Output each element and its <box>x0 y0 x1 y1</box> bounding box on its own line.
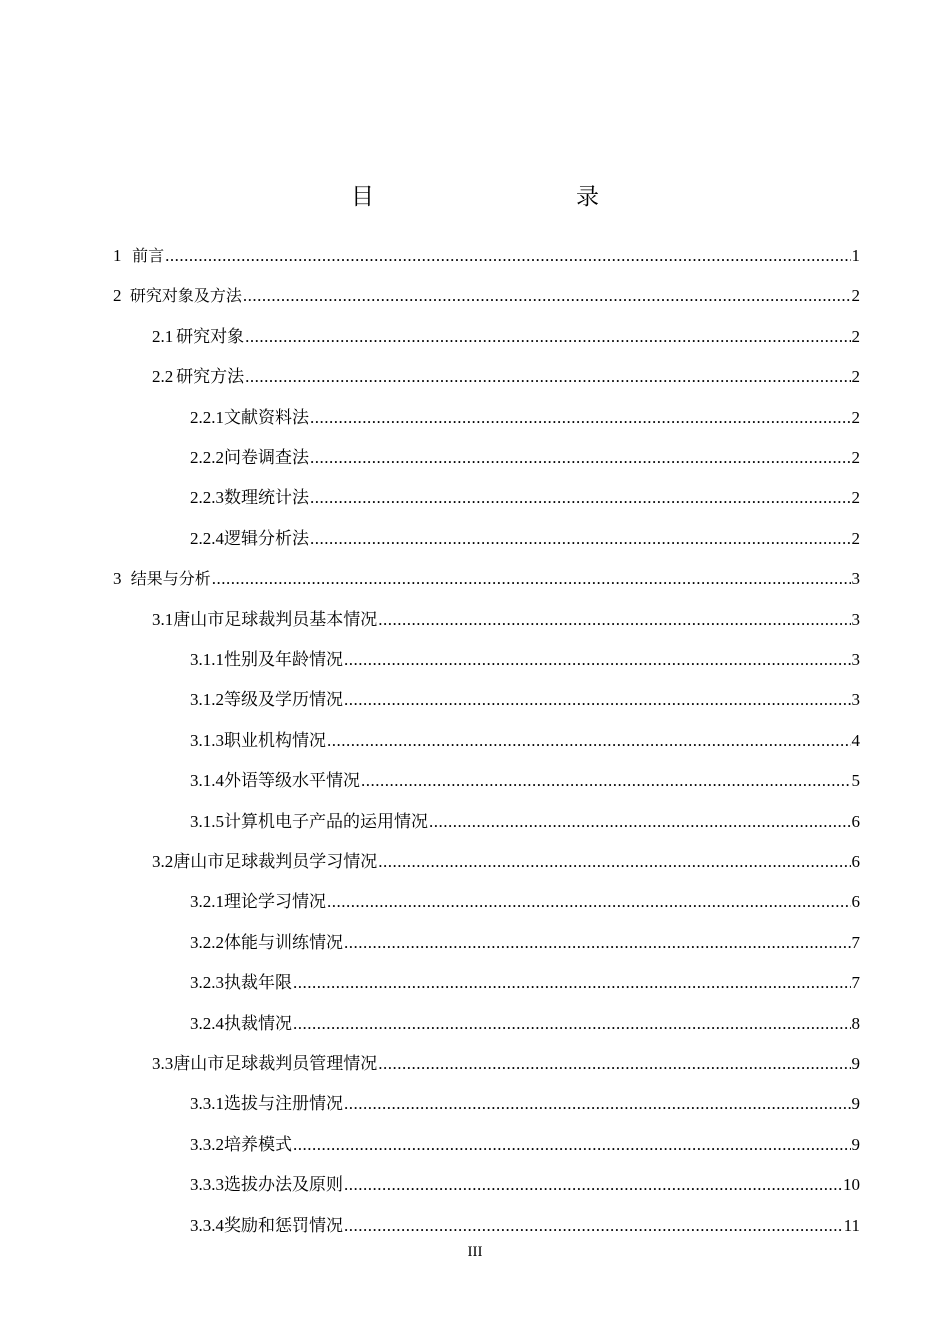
toc-entry[interactable] <box>190 1210 860 1242</box>
toc-entry-page: 3 <box>851 650 860 669</box>
toc-entry-label: 体能与训练情况 <box>224 932 343 952</box>
toc-entry[interactable] <box>190 1088 860 1120</box>
dot-leader <box>344 1169 842 1201</box>
toc-entry-number: 3.3.2 <box>190 1134 224 1154</box>
toc-entry[interactable] <box>113 563 860 595</box>
toc-entry-page: 2 <box>851 528 860 548</box>
dot-leader <box>293 1129 851 1161</box>
dot-leader <box>344 1088 851 1120</box>
toc-entry[interactable] <box>152 361 860 393</box>
toc-entry-label: 结果与分析 <box>130 569 211 589</box>
dot-leader <box>310 482 851 514</box>
toc-entry[interactable] <box>113 240 860 272</box>
toc-entry-label: 执裁年限 <box>224 973 292 993</box>
toc-entry-number: 2.2.1 <box>190 407 224 427</box>
toc-entry-label: 奖励和惩罚情况 <box>224 1215 343 1235</box>
toc-entry-number: 2.1 <box>152 326 174 346</box>
toc-entry-label: 唐山市足球裁判员基本情况 <box>173 609 378 629</box>
toc-entry-label: 唐山市足球裁判员管理情况 <box>173 1054 378 1073</box>
toc-entry-label: 选拔办法及原则 <box>224 1175 343 1195</box>
toc-entry-number: 3.2.2 <box>190 932 224 952</box>
toc-entry[interactable] <box>152 321 860 353</box>
toc-entry-number: 3.2.3 <box>190 973 224 993</box>
toc-entry-label: 研究对象 <box>176 326 245 346</box>
page-title: 目 录 <box>351 184 651 210</box>
toc-entry-page: 2 <box>851 448 860 467</box>
toc-entry[interactable] <box>190 806 860 838</box>
toc-entry-number: 3.3 <box>152 1054 174 1073</box>
page-number: III <box>467 1244 483 1260</box>
toc-entry-label: 逻辑分析法 <box>224 528 309 548</box>
toc-entry-label: 等级及学历情况 <box>224 690 343 710</box>
dot-leader <box>245 321 850 353</box>
toc-entry-number: 3.1.3 <box>190 730 224 750</box>
toc-entry-page: 3 <box>851 690 860 710</box>
dot-leader <box>378 846 850 878</box>
dot-leader <box>344 684 851 716</box>
toc-entry[interactable] <box>190 886 860 918</box>
dot-leader <box>361 765 851 797</box>
toc-entry-page: 1 <box>851 246 860 265</box>
dot-leader <box>293 1008 851 1040</box>
toc-entry-page: 6 <box>851 892 860 912</box>
dot-leader <box>310 442 851 474</box>
dot-leader <box>344 1210 843 1242</box>
toc-entry-label: 研究对象及方法 <box>129 286 242 306</box>
toc-entry-label: 数理统计法 <box>224 488 309 508</box>
toc-entry-number: 2.2 <box>152 367 174 387</box>
toc-entry[interactable] <box>190 967 860 999</box>
toc-entry-label: 职业机构情况 <box>224 730 326 750</box>
dot-leader <box>243 280 851 312</box>
toc-entry-number: 3.2 <box>152 852 174 871</box>
toc-entry-label: 外语等级水平情况 <box>224 771 360 791</box>
toc-entry[interactable] <box>113 280 860 312</box>
toc-entry[interactable] <box>190 1169 860 1201</box>
dot-leader <box>310 402 851 434</box>
toc-entry-number: 2 <box>113 286 122 306</box>
toc-entry-page: 6 <box>851 852 860 871</box>
toc-entry-label: 理论学习情况 <box>224 892 326 912</box>
toc-entry[interactable] <box>190 1129 860 1161</box>
toc-entry-number: 3.1.2 <box>190 690 224 710</box>
toc-entry-page: 2 <box>851 286 860 306</box>
toc-entry[interactable] <box>190 927 860 959</box>
toc-entry-label: 计算机电子产品的运用情况 <box>224 811 428 831</box>
toc-entry-page: 2 <box>851 326 860 346</box>
toc-entry-number: 3.1 <box>152 609 174 629</box>
toc-entry-page: 7 <box>851 932 860 952</box>
toc-entry-number: 2.2.3 <box>190 488 224 508</box>
toc-entry-label: 研究方法 <box>176 367 245 387</box>
dot-leader <box>327 886 851 918</box>
dot-leader <box>245 361 850 393</box>
toc-entry-page: 2 <box>851 407 860 427</box>
toc-entry-page: 9 <box>851 1094 860 1114</box>
toc-entry-page: 4 <box>851 730 860 750</box>
dot-leader <box>212 563 851 595</box>
toc-entry[interactable] <box>190 402 860 434</box>
toc-entry-number: 3 <box>113 569 122 589</box>
toc-entry-page: 10 <box>843 1175 860 1195</box>
toc-entry-label: 问卷调查法 <box>224 448 309 467</box>
toc-entry[interactable] <box>190 523 860 555</box>
toc-entry-number: 3.2.1 <box>190 892 224 912</box>
dot-leader <box>429 806 851 838</box>
toc-entry-page: 2 <box>851 488 860 508</box>
toc-entry-number: 3.3.4 <box>190 1215 224 1235</box>
dot-leader <box>327 725 851 757</box>
toc-entry-number: 2.2.2 <box>190 448 224 467</box>
toc-entry-label: 前言 <box>132 246 165 265</box>
toc-entry-number: 3.3.3 <box>190 1175 224 1195</box>
toc-entry-label: 执裁情况 <box>224 1013 292 1033</box>
toc-entry-page: 5 <box>851 771 860 791</box>
toc-entry[interactable] <box>190 684 860 716</box>
dot-leader <box>165 240 850 272</box>
toc-entry-label: 选拔与注册情况 <box>224 1094 343 1114</box>
dot-leader <box>378 1048 850 1080</box>
dot-leader <box>310 523 851 555</box>
toc-entry-number: 3.1.1 <box>190 650 224 669</box>
toc-entry[interactable] <box>190 725 860 757</box>
toc-entry-number: 3.3.1 <box>190 1094 224 1114</box>
toc-entry-page: 3 <box>851 569 860 589</box>
toc-entry-page: 8 <box>851 1013 860 1033</box>
toc-entry-label: 性别及年龄情况 <box>224 650 343 669</box>
dot-leader <box>293 967 851 999</box>
toc-entry[interactable] <box>152 1048 860 1080</box>
toc-entry-page: 7 <box>851 973 860 993</box>
toc-entry-number: 3.2.4 <box>190 1013 224 1033</box>
toc-entry[interactable] <box>190 765 860 797</box>
dot-leader <box>344 927 851 959</box>
toc-entry-label: 文献资料法 <box>224 407 309 427</box>
toc-entry[interactable] <box>190 644 860 676</box>
toc-entry[interactable] <box>190 442 860 474</box>
toc-entry-page: 3 <box>851 609 860 629</box>
toc-entry-page: 2 <box>851 367 860 387</box>
toc-entry-label: 培养模式 <box>224 1134 292 1154</box>
toc-entry-page: 6 <box>851 811 860 831</box>
toc-entry[interactable] <box>190 1008 860 1040</box>
toc-entry-number: 2.2.4 <box>190 528 224 548</box>
toc-entry[interactable] <box>152 604 860 636</box>
toc-entry-number: 1 <box>113 246 122 265</box>
toc-entry-number: 3.1.5 <box>190 811 224 831</box>
dot-leader <box>378 604 850 636</box>
toc-entry[interactable] <box>152 846 860 878</box>
toc-entry[interactable] <box>190 482 860 514</box>
toc-entry-number: 3.1.4 <box>190 771 224 791</box>
toc-entry-label: 唐山市足球裁判员学习情况 <box>173 852 378 871</box>
toc-entry-page: 9 <box>851 1134 860 1154</box>
toc-entry-page: 9 <box>851 1054 860 1073</box>
dot-leader <box>344 644 851 676</box>
toc-entry-page: 11 <box>843 1215 860 1235</box>
